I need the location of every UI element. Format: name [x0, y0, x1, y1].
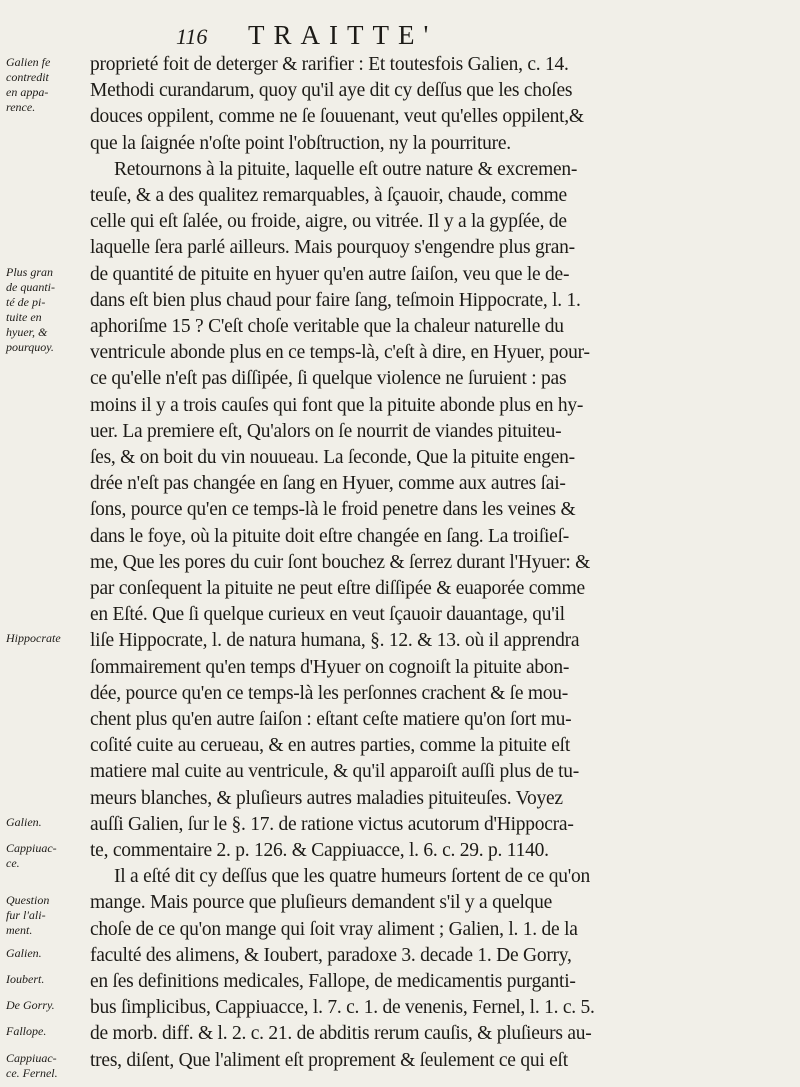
margin-note-line: Fallope. [6, 1024, 47, 1039]
margin-note-line: Hippocrate [6, 631, 61, 646]
text-line: laquelle ſera parlé ailleurs. Mais pourquoy s'engendre plus gran- [90, 237, 575, 259]
margin-note-degorry [6, 998, 92, 1013]
text-line: coſité cuite au cerueau, & en autres parties, comme la pituite eſt [90, 735, 570, 757]
margin-note-line: Cappiuac- [6, 1050, 57, 1065]
text-line: Il a eſté dit cy deſſus que les quatre humeurs ſortent de ce qu'on [114, 866, 590, 888]
margin-note-galien [6, 55, 92, 115]
margin-note-line: Question [6, 893, 50, 908]
margin-note-line: té de pi- [6, 294, 46, 309]
margin-note-line: Cappiuac- [6, 841, 57, 855]
text-line: drée n'eſt pas changée en ſang en Hyuer, comme aux autres ſai- [90, 473, 566, 495]
margin-note-question [6, 893, 92, 938]
text-line: celle qui eſt ſalée, ou froide, aigre, ou vitrée. Il y a la gypſée, de [90, 211, 567, 233]
page-number: 116 [176, 24, 208, 49]
running-head: TRAITTE' [248, 20, 438, 50]
text-line: teuſe, & a des qualitez remarquables, à ſçauoir, chaude, comme [90, 185, 567, 206]
margin-note-line: pourquoy. [6, 339, 54, 354]
text-line: ce qu'elle n'eſt pas diſſipée, ſi quelque violence ne ſuruient : pas [90, 368, 567, 390]
margin-note-line: hyuer, & [6, 324, 48, 339]
text-line: en ſes definitions medicales, Fallope, de medicamentis purganti- [90, 971, 576, 992]
margin-note-line: contredit [6, 70, 49, 84]
margin-note-line: Ioubert. [6, 972, 45, 986]
margin-note-line: de quanti- [6, 279, 55, 294]
margin-note-pourquoy [6, 265, 92, 355]
text-line: Methodi curandarum, quoy qu'il aye dit cy deſſus que les choſes [90, 80, 573, 102]
margin-note-line: tuite en [6, 309, 42, 324]
margin-note-line: rence. [6, 100, 36, 114]
text-line: auſſi Galien, ſur le §. 17. de ratione victus acutorum d'Hippocra- [90, 813, 574, 835]
text-line: moins il y a trois cauſes qui font que la pituite abonde plus en hy- [90, 394, 584, 416]
text-line: liſe Hippocrate, l. de natura humana, §. 12. & 13. où il apprendra [90, 630, 580, 652]
text-line: de morb. diff. & l. 2. c. 21. de abditis rerum cauſis, & pluſieurs au- [90, 1023, 592, 1045]
text-line: aphoriſme 15 ? C'eſt choſe veritable que la chaleur naturelle du [90, 316, 564, 337]
text-line: ſes, & on boit du vin nouueau. La ſeconde, Que la pituite engen- [90, 447, 575, 468]
margin-note-line: ment. [6, 923, 33, 938]
text-line: douces oppilent, comme ne ſe ſouuenant, veut qu'elles oppilent,& [90, 106, 584, 128]
text-line: tres, diſent, Que l'aliment eſt proprement & ſeulement ce qui eſt [90, 1049, 568, 1071]
text-line: dans eſt bien plus chaud pour faire ſang, teſmoin Hippocrate, l. 1. [90, 289, 581, 311]
text-line: dée, pource qu'en ce temps-là les perſonnes crachent & ſe mou- [90, 682, 569, 704]
text-line: me, Que les pores du cuir ſont bouchez & ſerrez durant l'Hyuer: & [90, 551, 591, 573]
text-line: matiere mal cuite au ventricule, & qu'il apparoiſt auſſi plus de tu- [90, 761, 580, 783]
text-line: en Eſté. Que ſi quelque curieux en veut ſçauoir dauantage, qu'il [90, 604, 565, 626]
text-line: proprieté foit de deterger & rarifier : Et toutesfois Galien, c. 14. [90, 54, 569, 75]
text-line: meurs blanches, & pluſieurs autres maladies pituiteuſes. Voyez [90, 787, 563, 809]
page-header [0, 20, 800, 50]
text-line: chent plus qu'en autre ſaiſon : eſtant ceſte matiere qu'on ſort mu- [90, 709, 572, 730]
text-line: dans le foye, où la pituite doit eſtre changée en ſang. La troiſieſ- [90, 525, 569, 547]
text-line: que la ſaignée n'oſte point l'obſtruction, ny la pourriture. [90, 132, 511, 154]
margin-note-fallope [6, 1024, 92, 1039]
margin-note-line: Galien. [6, 945, 42, 960]
margin-note-line: Plus gran [6, 264, 54, 279]
text-line: par conſequent la pituite ne peut eſtre diſſipée & euaporée comme [90, 578, 585, 599]
text-line: ſommairement qu'en temps d'Hyuer on cognoiſt la pituite abon- [90, 656, 570, 678]
text-line: Retournons à la pituite, laquelle eſt outre nature & excremen- [114, 158, 578, 180]
text-line: faculté des alimens, & Ioubert, paradoxe 3. decade 1. De Gorry, [90, 944, 572, 966]
text-line: mange. Mais pource que pluſieurs demandent s'il y a quelque [90, 892, 553, 914]
text-line: ventricule abonde plus en ce temps-là, c'eſt à dire, en Hyuer, pour- [90, 342, 590, 364]
margin-note-line: Galien fe [6, 55, 51, 69]
margin-note-line: De Gorry. [6, 998, 55, 1013]
margin-note-line: fur l'ali- [6, 908, 46, 923]
margin-note-galien3 [6, 946, 92, 961]
margin-note-line: ce. Fernel. [6, 1065, 58, 1080]
margin-note-cappiuacce [6, 841, 92, 871]
margin-note-galien2 [6, 815, 92, 830]
margin-note-hippocrate [6, 631, 92, 646]
text-line: bus ſimplicibus, Cappiuacce, l. 7. c. 1. de venenis, Fernel, l. 1. c. 5. [90, 997, 595, 1019]
text-line: ſons, pource qu'en ce temps-là le froid penetre dans les veines & [90, 499, 576, 521]
text-line: te, commentaire 2. p. 126. & Cappiuacce, l. 6. c. 29. p. 1140. [90, 840, 549, 861]
text-line: choſe de ce qu'on mange qui ſoit vray aliment ; Galien, l. 1. de la [90, 918, 578, 940]
text-line: de quantité de pituite en hyuer qu'en autre ſaiſon, veu que le de- [90, 263, 570, 285]
margin-note-line: ce. [6, 856, 20, 870]
text-line: uer. La premiere eſt, Qu'alors on ſe nourrit de viandes pituiteu- [90, 420, 562, 442]
margin-note-cappiuacce2 [6, 1051, 92, 1081]
margin-note-joubert [6, 972, 92, 987]
margin-note-line: en appa- [6, 85, 49, 99]
margin-note-line: Galien. [6, 814, 42, 829]
